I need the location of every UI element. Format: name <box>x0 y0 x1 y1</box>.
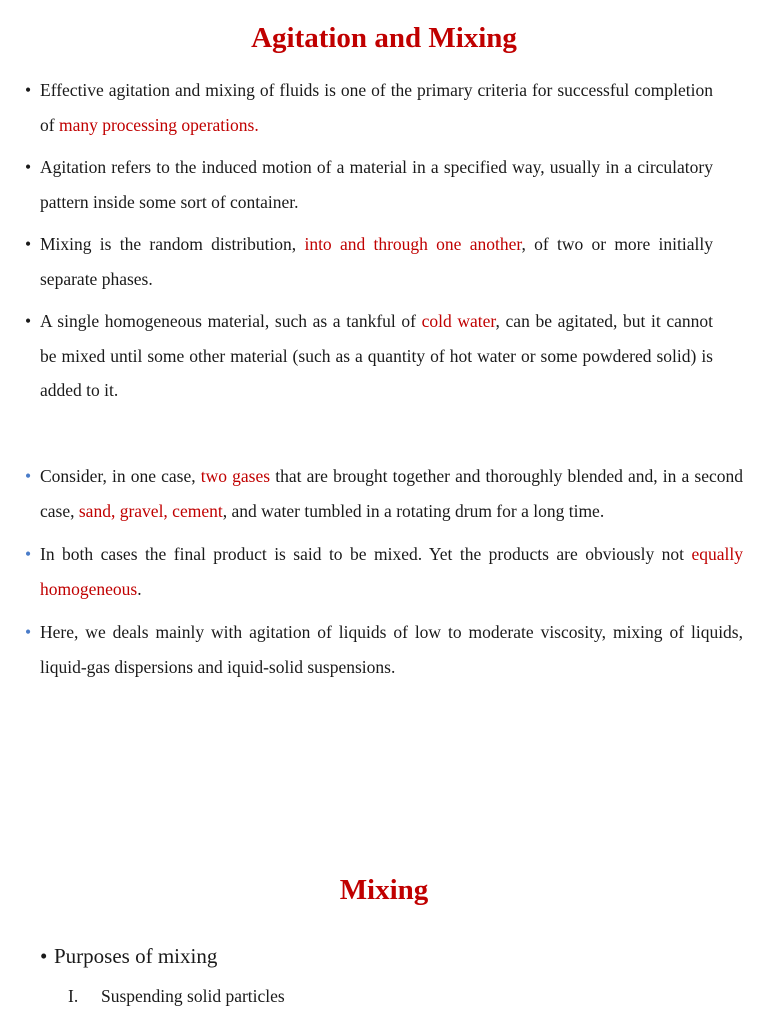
bullet-highlight: cold water <box>421 311 496 331</box>
list-number: I. <box>68 986 79 1006</box>
bullet-item <box>25 615 743 684</box>
bullet-marker: • <box>25 157 32 177</box>
bullet-item <box>25 73 713 142</box>
bullet-item <box>25 459 744 528</box>
bullet-text-after: , and water tumbled in a rotating drum for a long time. <box>222 500 605 521</box>
bullet-marker: • <box>25 466 32 486</box>
list-item-text: Suspending solid particles <box>101 986 285 1006</box>
bullet-text: Effective agitation and mixing of fluids is one of the primary criteria for successful completion of <box>40 80 713 135</box>
bullet-highlight-2: sand, gravel, cement <box>78 500 223 521</box>
bullet-item <box>25 150 713 219</box>
bullet-text-after: , of two or more initially separate phases. <box>40 234 713 289</box>
bullet-marker: • <box>40 944 48 968</box>
bullet-highlight: equally homogeneous <box>40 544 743 599</box>
bullet-marker: • <box>25 622 32 642</box>
bullet-highlight: into and through one another <box>304 234 522 254</box>
bullet-item <box>25 537 743 606</box>
bullet-text-after: , can be agitated, but it cannot be mixed until some other material (such as a quantity of hot water or some powdered solid) is added to it. <box>40 311 713 400</box>
bullet-item <box>25 304 713 408</box>
purposes-heading <box>40 941 218 971</box>
bullet-marker: • <box>25 234 32 254</box>
bullet-text: A single homogeneous material, such as a tankful of <box>40 311 422 331</box>
bullet-text: Agitation refers to the induced motion of a material in a specified way, usually in a circulatory pattern inside some sort of container. <box>40 157 713 212</box>
bullet-marker: • <box>25 80 32 100</box>
section-title-mixing: Mixing <box>339 874 429 906</box>
bullet-marker: • <box>25 311 32 331</box>
bullet-text: Consider, in one case, <box>40 466 201 486</box>
bullet-marker: • <box>25 544 32 564</box>
purposes-label: Purposes of mixing <box>54 944 218 968</box>
bullet-text: In both cases the final product is said to be mixed. Yet the products are obviously not <box>40 544 692 564</box>
bullet-highlight: many processing operations. <box>58 114 259 135</box>
bullet-text: Here, we deals mainly with agitation of liquids of low to moderate viscosity, mixing of liquids, liquid-gas dispersions and iquid-solid suspensions. <box>40 622 743 677</box>
bullet-text: Mixing is the random distribution, <box>40 234 305 254</box>
bullet-highlight: two gases <box>200 466 271 486</box>
bullet-item <box>25 227 713 296</box>
purpose-list-item <box>68 983 285 1009</box>
bullet-text-middle: that are brought together and thoroughly blended and, in a second case, <box>40 466 744 521</box>
bullet-text-after: . <box>137 578 142 599</box>
section-title-agitation-mixing: Agitation and Mixing <box>251 22 517 54</box>
